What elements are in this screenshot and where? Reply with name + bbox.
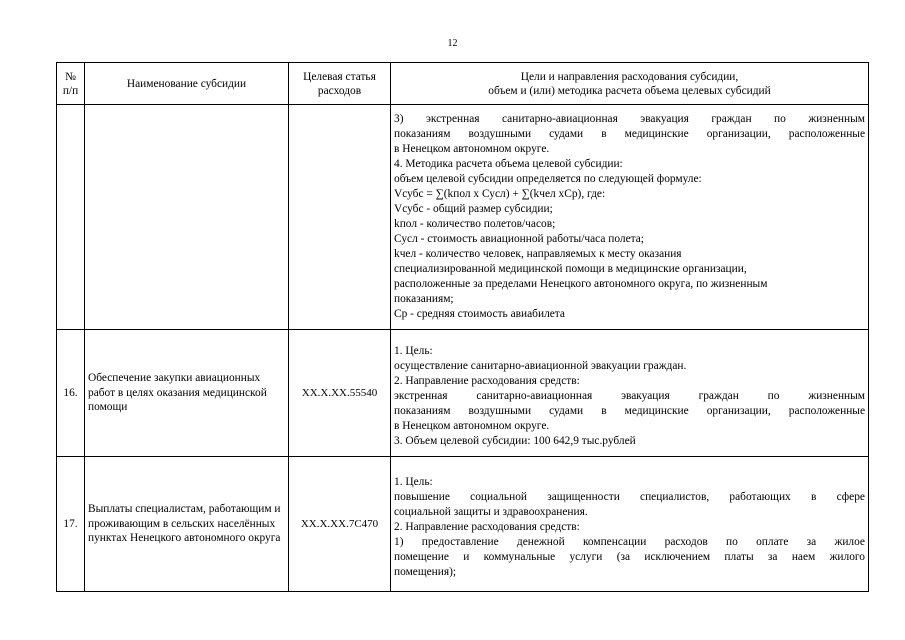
description-line: специализированной медицинской помощи в медицинские организации,	[394, 263, 747, 275]
description-line: помещение и коммунальные услуги (за исключением платы за наем жилого	[394, 550, 865, 563]
description-line: 1) предоставление денежной компенсации расходов по оплате за жилое	[394, 535, 865, 548]
description-line: объем целевой субсидии определяется по следующей формуле:	[394, 173, 702, 185]
header-purpose	[391, 63, 869, 105]
budget-code: XX.X.XX.7С470	[289, 457, 391, 592]
description-line: kчел - количество человек, направляемых к месту оказания	[394, 248, 682, 260]
row-number: 16.	[57, 330, 85, 457]
row-number	[57, 105, 85, 330]
description-line: 2. Направление расходования средств:	[394, 374, 580, 387]
description-line: экстренная санитарно-авиационная эвакуация граждан по жизненным	[394, 389, 865, 402]
table-row	[57, 105, 869, 330]
description-line: 3) экстренная санитарно-авиационная эвакуация граждан по жизненным	[394, 113, 865, 125]
description-line: помещения);	[394, 565, 457, 578]
header-subsidy-name: Наименование субсидии	[85, 63, 289, 105]
page-number: 12	[447, 38, 458, 49]
table-row	[57, 457, 869, 592]
description-line: социальной защиты и здравоохранения.	[394, 505, 588, 518]
table-header-row	[57, 63, 869, 105]
budget-code: XX.X.XX.55540	[289, 330, 391, 457]
description-line: в Ненецком автономном округе.	[394, 143, 550, 155]
subsidy-name	[85, 105, 289, 330]
description-line: 2. Направление расходования средств:	[394, 520, 580, 533]
subsidy-name: Выплаты специалистам, работающим и проживающим в сельских населённых пунктах Ненецкого автономного округа	[85, 457, 289, 592]
description-line: 1. Цель:	[394, 475, 433, 488]
budget-code	[289, 105, 391, 330]
purpose-description	[391, 457, 869, 592]
header-number: № п/п	[57, 63, 85, 105]
header-budget-code: Целевая статья расходов	[289, 63, 391, 105]
description-line: kпол - количество полетов/часов;	[394, 218, 556, 230]
description-line: 4. Методика расчета объема целевой субсидии:	[394, 158, 623, 170]
description-line: 1. Цель:	[394, 344, 433, 357]
row-number: 17.	[57, 457, 85, 592]
purpose-description	[391, 105, 869, 330]
description-line: осуществление санитарно-авиационной эвакуации граждан.	[394, 359, 687, 372]
table-row	[57, 330, 869, 457]
description-line: Сусл - стоимость авиационной работы/часа полета;	[394, 233, 644, 245]
header-purpose-line-1: Цели и направления расходования субсидии,	[520, 70, 739, 83]
description-line: 3. Объем целевой субсидии: 100 642,9 тыс.рублей	[394, 434, 636, 447]
description-line: Vсубс - общий размер субсидии;	[394, 203, 553, 215]
description-line: в Ненецком автономном округе.	[394, 419, 550, 432]
header-purpose-line-2: объем и (или) методика расчета объема целевых субсидий	[488, 84, 771, 97]
subsidy-name: Обеспечение закупки авиационных работ в целях оказания медицинской помощи	[85, 330, 289, 457]
description-line: Ср - средняя стоимость авиабилета	[394, 308, 565, 320]
description-line: показаниям воздушными судами в медицинские организации, расположенные	[394, 128, 865, 140]
description-line: расположенные за пределами Ненецкого автономного округа, по жизненным	[394, 278, 768, 290]
description-line: показаниям воздушными судами в медицинские организации, расположенные	[394, 404, 865, 417]
subsidies-table	[56, 62, 869, 592]
description-line: показаниям;	[394, 293, 454, 305]
purpose-description	[391, 330, 869, 457]
formula-line: Vсубс = ∑(kпол x Сусл) + ∑(kчел xСр), где:	[394, 188, 606, 200]
description-line: повышение социальной защищенности специалистов, работающих в сфере	[394, 490, 865, 503]
